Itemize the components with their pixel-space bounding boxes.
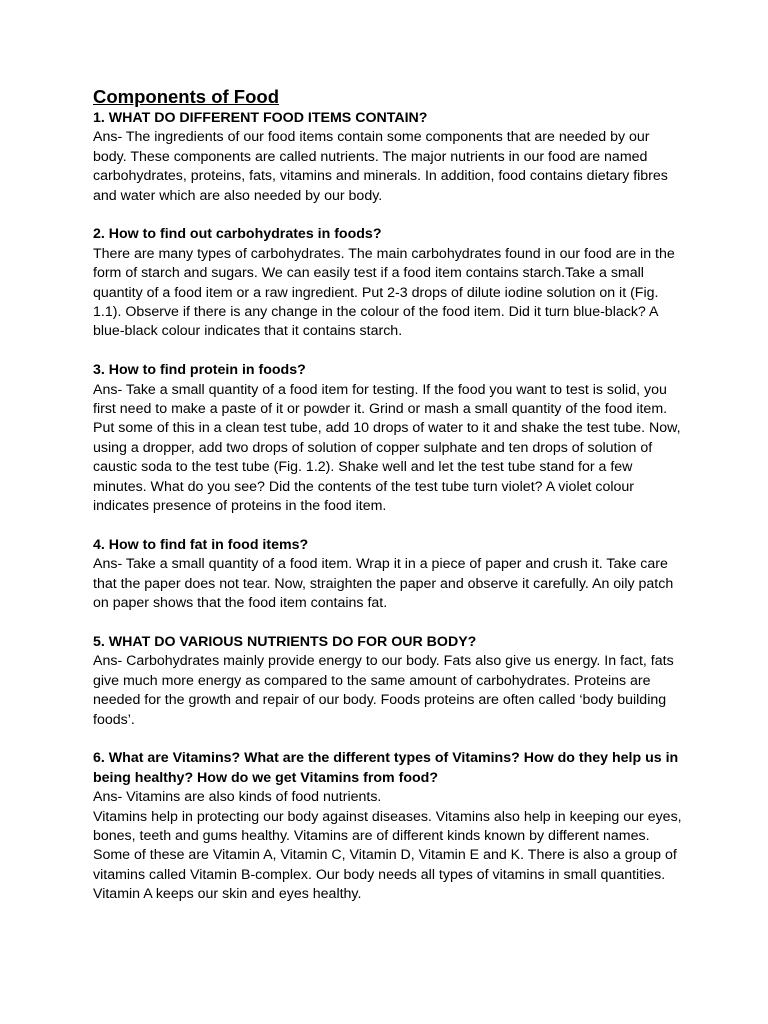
answer-paragraph: Ans- Vitamins are also kinds of food nutrients. xyxy=(93,789,382,806)
answer-paragraph: Ans- The ingredients of our food items contain some components that are needed by our body. These components are called nutrients. The major nutrients in our food are named carbohydrates, proteins, fats, vitamins and minerals. In addition, food contains dietary fibres and water which are also needed by our body. xyxy=(93,129,668,204)
paragraph-gap xyxy=(93,342,683,361)
question-heading: 6. What are Vitamins? What are the different types of Vitamins? How do they help us in being healthy? How do we get Vitamins from food? xyxy=(93,750,679,786)
section-3 xyxy=(93,361,683,516)
document-page xyxy=(93,86,683,905)
question-heading: 2. How to find out carbohydrates in foods? xyxy=(93,226,382,243)
question-heading: 5. WHAT DO VARIOUS NUTRIENTS DO FOR OUR BODY? xyxy=(93,633,477,650)
question-heading: 3. How to find protein in foods? xyxy=(93,362,306,379)
paragraph-gap xyxy=(93,614,683,633)
question-heading: 4. How to find fat in food items? xyxy=(93,536,309,553)
question-heading: 1. WHAT DO DIFFERENT FOOD ITEMS CONTAIN? xyxy=(93,110,428,126)
answer-paragraph: There are many types of carbohydrates. The main carbohydrates found in our food are in the form of starch and sugars. We can easily test if a food item contains starch.Take a small quantity of a food item or a raw ingredient. Put 2-3 drops of dilute iodine solution on it (Fig. 1.1). Observe if there is any change in the colour of the food item. Did it turn blue-black? A blue-black colour indicates that it contains starch. xyxy=(93,245,675,340)
answer-paragraph: Ans- Take a small quantity of a food item for testing. If the food you want to test is solid, you first need to make a paste of it or powder it. Grind or mash a small quantity of the food item. Put some of this in a clean test tube, add 10 drops of water to it and shake the test tube. Now, using a dropper, add two drops of solution of copper sulphate and ten drops of solution of caustic soda to the test tube (Fig. 1.2). Shake well and let the test tube stand for a few minutes. What do you see? Did the contents of the test tube turn violet? A violet colour indicates presence of proteins in the food item. xyxy=(93,381,681,515)
paragraph-gap xyxy=(93,517,683,536)
document-title: Components of Food xyxy=(93,86,279,107)
section-2 xyxy=(93,225,683,341)
paragraph-gap xyxy=(93,730,683,749)
section-5 xyxy=(93,633,683,730)
answer-paragraph: Ans- Take a small quantity of a food item. Wrap it in a piece of paper and crush it. Take care that the paper does not tear. Now, straighten the paper and observe it carefully. An oily patch on paper shows that the food item contains fat. xyxy=(93,556,674,612)
answer-paragraph: Ans- Carbohydrates mainly provide energy to our body. Fats also give us energy. In fact, fats give much more energy as compared to the same amount of carbohydrates. Proteins are needed for the growth and repair of our body. Foods proteins are often called ‘body building foods’. xyxy=(93,653,674,728)
section-1 xyxy=(93,109,683,206)
answer-paragraph: Vitamins help in protecting our body against diseases. Vitamins also help in keeping our eyes, bones, teeth and gums healthy. Vitamins are of different kinds known by different names. Some of these are Vitamin A, Vitamin C, Vitamin D, Vitamin E and K. There is also a group of vitamins called Vitamin B-complex. Our body needs all types of vitamins in small quantities. Vitamin A keeps our skin and eyes healthy. xyxy=(93,808,682,903)
section-6 xyxy=(93,749,683,904)
paragraph-gap xyxy=(93,206,683,225)
section-4 xyxy=(93,536,683,614)
